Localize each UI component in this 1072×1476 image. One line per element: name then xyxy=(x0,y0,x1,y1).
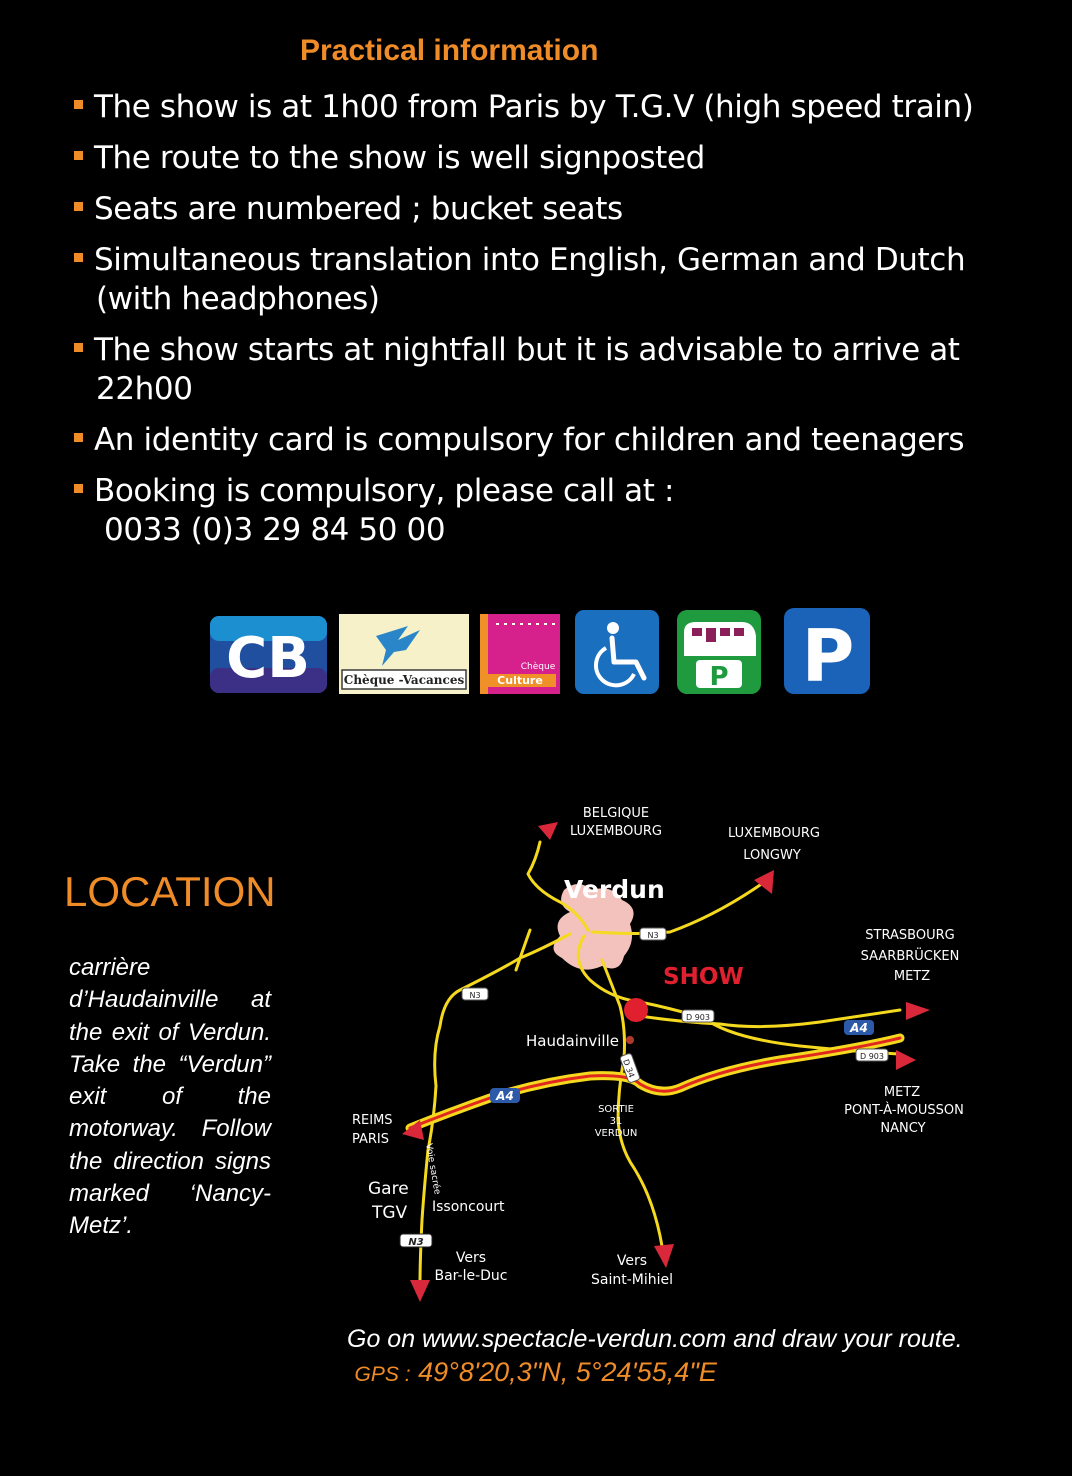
svg-text:A4: A4 xyxy=(850,1021,868,1035)
location-title: LOCATION xyxy=(64,868,276,915)
label-gare: Gare xyxy=(368,1179,409,1199)
roads xyxy=(420,842,900,1284)
list-item: Booking is compulsory, please call at : 0033 (0)3 29 84 50 00 xyxy=(72,472,1032,550)
bullet-square-icon xyxy=(74,253,83,262)
list-item: An identity card is compulsory for children and teenagers xyxy=(72,421,1032,460)
cb-card-logo xyxy=(210,616,327,693)
svg-text:Chèque -Vacances: Chèque -Vacances xyxy=(343,673,465,687)
label-vers-1: Vers xyxy=(455,1250,487,1266)
arrow-south2-icon xyxy=(654,1244,674,1268)
label-belgique: BELGIQUE xyxy=(582,806,650,821)
label-sortie: SORTIE xyxy=(598,1104,634,1115)
practical-info-list xyxy=(72,88,1032,562)
svg-text:P: P xyxy=(801,614,855,698)
label-saarbrucken: SAARBRÜCKEN xyxy=(860,949,960,964)
label-vers-2: Vers xyxy=(616,1253,648,1269)
bullet-square-icon xyxy=(74,433,83,442)
label-metz-ne: METZ xyxy=(893,969,931,984)
bullet-square-icon xyxy=(74,151,83,160)
wheelchair-accessible-icon xyxy=(575,610,659,694)
gps-coordinates: GPS : 49°8'20,3"N, 5°24'55,4"E xyxy=(354,1357,717,1387)
camper-parking-icon xyxy=(677,610,761,694)
list-item: The show is at 1h00 from Paris by T.G.V (high speed train) xyxy=(72,88,1032,127)
direction-arrows xyxy=(402,822,930,1302)
road-center xyxy=(578,936,900,1054)
label-haudainville: Haudainville xyxy=(526,1032,619,1050)
label-longwy: LONGWY xyxy=(743,848,801,863)
svg-text:D 903: D 903 xyxy=(686,1013,710,1022)
svg-text:A4: A4 xyxy=(496,1089,514,1103)
location-directions: carrière d’Haudainville at the exit of Verdun. Take the “Verdun” exit of the motorway. Follow the direction signs marked ‘Nancy-Metz’. xyxy=(69,954,271,1240)
svg-text:D 34: D 34 xyxy=(621,1058,637,1079)
haudainville-marker xyxy=(626,1036,634,1044)
svg-text:P: P xyxy=(709,662,729,692)
payment-accessibility-logos xyxy=(208,606,878,698)
route-footer-note: Go on www.spectacle-verdun.com and draw your route. GPS : 49°8'20,3"N, 5°24'55,4"E xyxy=(347,1325,963,1387)
svg-text:N3: N3 xyxy=(647,931,659,940)
svg-text:N3: N3 xyxy=(408,1237,424,1248)
bullet-square-icon xyxy=(74,484,83,493)
bullet-square-icon xyxy=(74,343,83,352)
label-pont-a-mousson: PONT-À-MOUSSON xyxy=(844,1103,964,1118)
svg-text:D 903: D 903 xyxy=(860,1052,884,1061)
show-location-marker xyxy=(624,998,648,1022)
list-item: Simultaneous translation into English, German and Dutch (with headphones) xyxy=(72,241,1032,319)
label-sortie-number: 31 xyxy=(609,1116,623,1127)
practical-info-title: Practical information xyxy=(300,34,599,67)
route-map xyxy=(340,790,1040,1310)
svg-text:Culture: Culture xyxy=(497,674,543,687)
cheque-vacances-logo xyxy=(339,614,469,694)
label-metz-east: METZ xyxy=(883,1085,921,1100)
label-saint-mihiel: Saint-Mihiel xyxy=(590,1272,674,1288)
label-strasbourg: STRASBOURG xyxy=(865,928,955,943)
list-item: The route to the show is well signposted xyxy=(72,139,1032,178)
bullet-square-icon xyxy=(74,100,83,109)
label-show: SHOW xyxy=(663,964,744,990)
list-item: The show starts at nightfall but it is advisable to arrive at 22h00 xyxy=(72,331,1032,409)
label-paris: PARIS xyxy=(352,1132,390,1147)
parking-icon xyxy=(784,608,870,698)
cheque-culture-logo xyxy=(480,614,560,694)
label-nancy: NANCY xyxy=(880,1121,926,1136)
label-bar-le-duc: Bar-le-Duc xyxy=(434,1268,508,1284)
arrow-east-icon xyxy=(906,1002,930,1020)
label-sortie-verdun: VERDUN xyxy=(594,1128,638,1139)
arrow-northeast-icon xyxy=(754,870,774,894)
svg-text:CB: CB xyxy=(226,626,310,691)
label-verdun: Verdun xyxy=(564,875,665,904)
label-luxembourg-ne: LUXEMBOURG xyxy=(728,826,820,841)
list-item: Seats are numbered ; bucket seats xyxy=(72,190,1032,229)
arrow-east2-icon xyxy=(896,1050,916,1070)
road-n3-west-2 xyxy=(516,930,530,970)
label-reims: REIMS xyxy=(352,1113,393,1128)
arrow-south-icon xyxy=(410,1280,430,1302)
label-issoncourt: Issoncourt xyxy=(432,1199,505,1215)
label-tgv: TGV xyxy=(372,1203,408,1223)
svg-text:Chèque: Chèque xyxy=(520,662,556,672)
bullet-square-icon xyxy=(74,202,83,211)
label-luxembourg-north: LUXEMBOURG xyxy=(570,824,662,839)
arrow-north-icon xyxy=(538,822,558,840)
label-voie-sacree: Voie sacrée xyxy=(423,1142,442,1196)
road-n3-west xyxy=(420,934,570,1284)
svg-text:N3: N3 xyxy=(469,991,481,1000)
